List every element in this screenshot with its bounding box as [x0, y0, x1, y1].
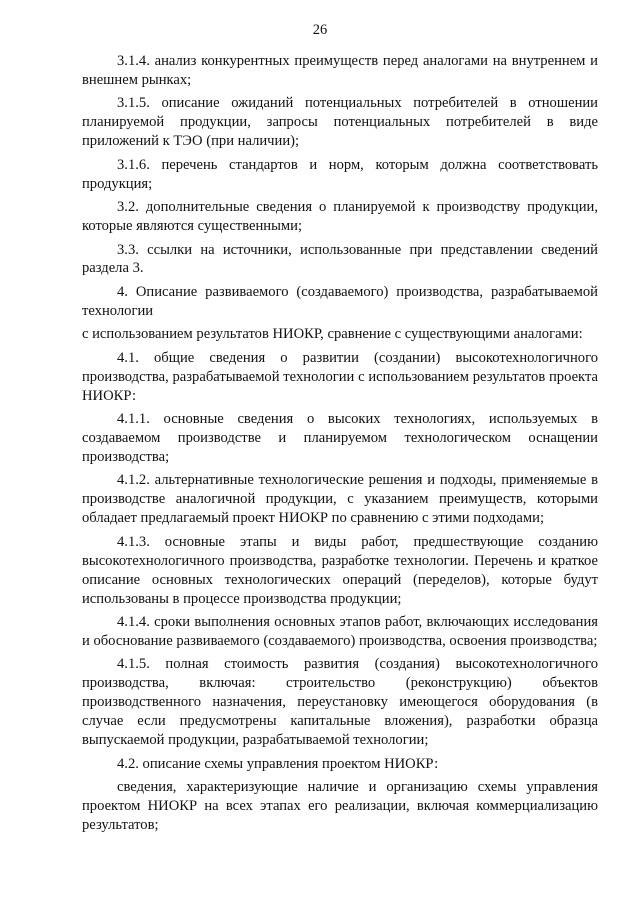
page-number: 26	[312, 22, 328, 38]
paragraph-4-1-3: 4.1.3. основные этапы и виды работ, предшествующие созданию высокотехнологичного производства, разработке технологии. Перечень и краткое описание основных технологических операций (переделов), которые будут использованы в процессе производства продукции;	[82, 533, 598, 607]
paragraph-4-1: 4.1. общие сведения о развитии (создании) высокотехнологичного производства, разрабатываемой технологии с использованием результатов проекта НИОКР:	[82, 349, 598, 404]
paragraph-4-1-1: 4.1.1. основные сведения о высоких технологиях, используемых в создаваемом производстве и планируемом технологическом оснащении производства;	[82, 411, 598, 465]
section-4-heading-continuation: с использованием результатов НИОКР, сравнение с существующими аналогами:	[82, 326, 583, 343]
paragraph-3-1-6: 3.1.6. перечень стандартов и норм, которым должна соответствовать продукция;	[82, 156, 598, 192]
paragraph-4-2: 4.2. описание схемы управления проектом НИОКР:	[117, 755, 439, 772]
paragraph-3-2: 3.2. дополнительные сведения о планируемой к производству продукции, которые являются существенными;	[82, 199, 598, 235]
paragraph-3-3: 3.3. ссылки на источники, использованные при представлении сведений раздела 3.	[82, 241, 598, 277]
paragraph-4-1-5: 4.1.5. полная стоимость развития (создания) высокотехнологичного производства, включая: строительство (реконструкцию) объектов производственного назначения, переустановку имеющегося оборудования (в случае если предусмотрены капитальные вложения), разработки образца выпускаемой продукции, разрабатываемой технологии;	[82, 656, 598, 749]
paragraph-4-1-4: 4.1.4. сроки выполнения основных этапов работ, включающих исследования и обоснование развиваемого (создаваемого) производства, освоения производства;	[82, 614, 598, 649]
paragraph-4-1-2: 4.1.2. альтернативные технологические решения и подходы, применяемые в производстве аналогичной продукции, с указанием преимуществ, которыми обладает предлагаемый проект НИОКР по сравнению с этими подходами;	[82, 472, 598, 527]
paragraph-4-2-details: сведения, характеризующие наличие и организацию схемы управления проектом НИОКР на всех этапах его реализации, включая коммерциализацию результатов;	[82, 779, 598, 833]
document-body	[82, 52, 598, 839]
section-4-heading: 4. Описание развиваемого (создаваемого) производства, разрабатываемой технологии	[82, 283, 598, 319]
paragraph-3-1-4: 3.1.4. анализ конкурентных преимуществ перед аналогами на внутреннем и внешнем рынках;	[82, 53, 598, 88]
paragraph-3-1-5: 3.1.5. описание ожиданий потенциальных потребителей в отношении планируемой продукции, запросы потенциальных потребителей в виде приложений к ТЭО (при наличии);	[82, 95, 598, 150]
